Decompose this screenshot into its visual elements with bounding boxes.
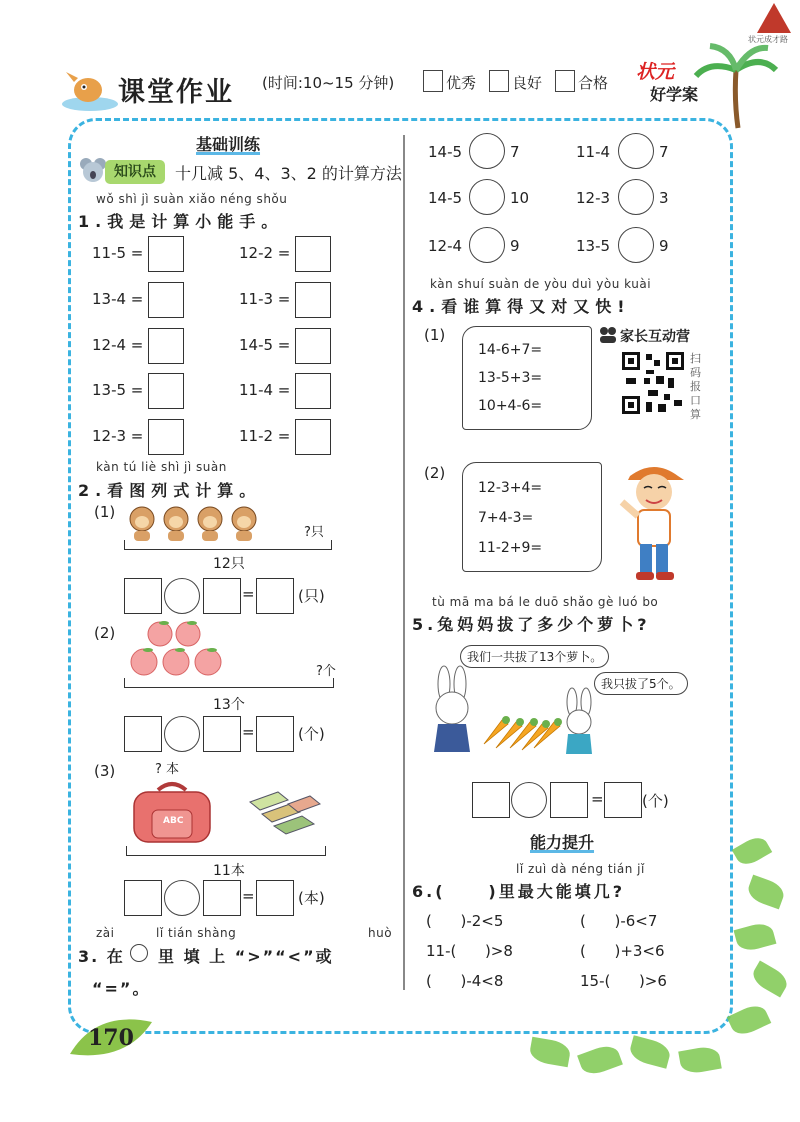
- q1-equation: 13-5 =: [92, 381, 144, 399]
- scan-hint: 扫码报口算: [690, 352, 701, 421]
- q2-answer-box[interactable]: [203, 578, 241, 614]
- column-divider: [403, 135, 405, 990]
- equals-sign: =: [242, 887, 255, 905]
- q2-total-label: 12只: [213, 556, 245, 572]
- q5-answer-box[interactable]: [604, 782, 642, 818]
- publisher-logo-icon: [757, 3, 791, 33]
- brand-name: 状元: [636, 61, 675, 83]
- compare-left: 14-5: [428, 189, 463, 207]
- compare-right: 7: [659, 143, 669, 161]
- q1-title: 1.我是计算小能手。: [78, 212, 284, 231]
- rating-label-excellent: 优秀: [446, 74, 477, 92]
- compare-circle[interactable]: [469, 179, 505, 215]
- q4-title: 4.看谁算得又对又快!: [412, 297, 631, 316]
- compare-circle[interactable]: [469, 227, 505, 263]
- q1-answer-box[interactable]: [295, 282, 331, 318]
- q2-unknown-label: ?只: [304, 525, 324, 540]
- q2-unknown-label: ? 本: [155, 762, 180, 777]
- q6-inequality[interactable]: ( )-4<8: [426, 972, 504, 990]
- peaches-illustration: [124, 618, 234, 680]
- page-number: 170: [88, 1025, 134, 1051]
- rating-checkbox-pass[interactable]: [555, 70, 575, 92]
- q2-brace: [126, 846, 326, 856]
- compare-right: 9: [510, 237, 520, 255]
- compare-left: 12-4: [428, 237, 463, 255]
- q5-title: 5.兔妈妈拔了多少个萝卜?: [412, 615, 651, 634]
- qr-code-icon[interactable]: [620, 350, 686, 416]
- q5-unit: (个): [642, 792, 669, 810]
- compare-right: 3: [659, 189, 669, 207]
- q4-expression: 11-2+9=: [478, 540, 543, 556]
- q2-brace: [124, 678, 334, 688]
- q2-answer-box[interactable]: [124, 880, 162, 916]
- q2-answer-box[interactable]: [256, 716, 294, 752]
- leaf-decoration-icon: [734, 920, 777, 953]
- rating-checkbox-excellent[interactable]: [423, 70, 443, 92]
- compare-circle[interactable]: [618, 133, 654, 169]
- q2-answer-box[interactable]: [203, 880, 241, 916]
- rabbits-carrots-illustration: [422, 664, 612, 758]
- q2-brace: [124, 540, 332, 550]
- q1-pinyin: wǒ shì jì suàn xiǎo néng shǒu: [96, 192, 288, 206]
- q6-inequality[interactable]: ( )-6<7: [580, 912, 658, 930]
- books-illustration: [244, 784, 324, 840]
- q1-answer-box[interactable]: [295, 328, 331, 364]
- q4-expression: 12-3+4=: [478, 480, 543, 496]
- q3-pinyin: huò: [368, 926, 393, 940]
- q5-operator-circle[interactable]: [511, 782, 547, 818]
- q1-equation: 11-2 =: [239, 427, 291, 445]
- q1-equation: 12-2 =: [239, 244, 291, 262]
- q1-answer-box[interactable]: [148, 236, 184, 272]
- q5-answer-box[interactable]: [472, 782, 510, 818]
- equals-sign: =: [242, 723, 255, 741]
- q2-unit: (本): [298, 889, 325, 907]
- q1-equation: 13-4 =: [92, 290, 144, 308]
- q1-answer-box[interactable]: [295, 419, 331, 455]
- q1-equation: 12-3 =: [92, 427, 144, 445]
- compare-left: 14-5: [428, 143, 463, 161]
- q2-answer-box[interactable]: [256, 880, 294, 916]
- q6-pinyin: lǐ zuì dà néng tián jǐ: [516, 862, 645, 876]
- compare-right: 7: [510, 143, 520, 161]
- leaf-decoration-icon: [528, 1037, 572, 1068]
- speech-bubble-mother: 我们一共拔了13个萝卜。: [460, 645, 609, 668]
- q4-part-label: (2): [424, 464, 446, 482]
- leaf-decoration-icon: [749, 960, 791, 997]
- leaf-decoration-icon: [727, 1001, 772, 1039]
- bag-label: ABC: [163, 816, 184, 826]
- koala-icon: [80, 156, 106, 186]
- rating-label-good: 良好: [512, 74, 543, 92]
- rating-checkbox-good[interactable]: [489, 70, 509, 92]
- boy-cartoon-illustration: [614, 458, 694, 586]
- q2-unit: (只): [298, 587, 325, 605]
- q2-part-label: (2): [94, 624, 116, 642]
- q4-expression: 10+4-6=: [478, 398, 543, 414]
- q2-part-label: (1): [94, 503, 116, 521]
- q1-answer-box[interactable]: [148, 419, 184, 455]
- q4-part-label: (1): [424, 326, 446, 344]
- q6-title: 6.( )里最大能填几?: [412, 882, 625, 901]
- compare-circle[interactable]: [469, 133, 505, 169]
- brand-subtitle: 好学案: [650, 85, 699, 104]
- q2-unknown-label: ?个: [316, 664, 336, 679]
- small-circle-icon: [130, 944, 148, 962]
- publisher-logo-text: 状元成才路: [748, 35, 788, 44]
- q1-answer-box[interactable]: [148, 282, 184, 318]
- knowledge-point-badge: 知识点: [105, 160, 165, 184]
- q6-inequality[interactable]: 11-( )>8: [426, 942, 513, 960]
- q1-equation: 11-3 =: [239, 290, 291, 308]
- q4-expression: 7+4-3=: [478, 510, 534, 526]
- compare-circle[interactable]: [618, 227, 654, 263]
- compare-left: 12-3: [576, 189, 611, 207]
- q1-equation: 11-5 =: [92, 244, 144, 262]
- q6-inequality[interactable]: 15-( )>6: [580, 972, 667, 990]
- monkeys-illustration: [124, 503, 264, 543]
- q2-answer-box[interactable]: [256, 578, 294, 614]
- q3-title: 里 填 上 “>”“<”或: [158, 947, 334, 966]
- compare-circle[interactable]: [618, 179, 654, 215]
- q4-expression: 14-6+7=: [478, 342, 543, 358]
- section-title-advanced: 能力提升: [530, 833, 595, 852]
- leaf-decoration-icon: [577, 1042, 623, 1078]
- leaf-decoration-icon: [628, 1035, 673, 1069]
- parent-interaction-label: 家长互动营: [620, 329, 690, 345]
- rating-label-pass: 合格: [578, 74, 609, 92]
- parent-icon: [598, 326, 618, 344]
- q1-answer-box[interactable]: [295, 373, 331, 409]
- q1-equation: 14-5 =: [239, 336, 291, 354]
- q3-title: “=”。: [92, 979, 151, 998]
- leaf-decoration-icon: [732, 833, 772, 869]
- q6-inequality[interactable]: ( )-2<5: [426, 912, 504, 930]
- section-title-basic: 基础训练: [196, 135, 261, 154]
- q2-pinyin: kàn tú liè shì jì suàn: [96, 460, 227, 474]
- q2-answer-box[interactable]: [203, 716, 241, 752]
- q2-title: 2.看图列式计算。: [78, 481, 262, 500]
- compare-left: 13-5: [576, 237, 611, 255]
- leaf-decoration-icon: [745, 875, 787, 910]
- q2-answer-box[interactable]: [124, 578, 162, 614]
- speech-bubble-child: 我只拔了5个。: [594, 672, 688, 695]
- q3-pinyin: lǐ tián shàng: [156, 926, 237, 940]
- q4-pinyin: kàn shuí suàn de yòu duì yòu kuài: [430, 277, 652, 291]
- q1-answer-box[interactable]: [295, 236, 331, 272]
- q2-operator-circle[interactable]: [164, 716, 200, 752]
- q2-answer-box[interactable]: [124, 716, 162, 752]
- q1-equation: 11-4 =: [239, 381, 291, 399]
- q3-title: 3. 在: [78, 947, 125, 966]
- leaf-decoration-icon: [678, 1045, 722, 1076]
- q5-answer-box[interactable]: [550, 782, 588, 818]
- q1-equation: 12-4 =: [92, 336, 144, 354]
- q4-expression: 13-5+3=: [478, 370, 543, 386]
- equals-sign: =: [591, 790, 604, 808]
- compare-left: 11-4: [576, 143, 611, 161]
- q2-total-label: 13个: [213, 697, 245, 713]
- q3-pinyin: zài: [96, 926, 115, 940]
- q2-operator-circle[interactable]: [164, 578, 200, 614]
- q1-answer-box[interactable]: [148, 373, 184, 409]
- palm-tree-icon: [690, 40, 780, 130]
- compare-right: 10: [510, 189, 530, 207]
- q5-pinyin: tù mā ma bá le duō shǎo gè luó bo: [432, 595, 659, 609]
- q2-operator-circle[interactable]: [164, 880, 200, 916]
- header-mascot-icon: [60, 68, 118, 114]
- schoolbag-illustration: [128, 780, 216, 846]
- q6-inequality[interactable]: ( )+3<6: [580, 942, 665, 960]
- time-limit: (时间:10~15 分钟): [262, 74, 395, 92]
- q2-unit: (个): [298, 725, 325, 743]
- q2-total-label: 11本: [213, 863, 245, 879]
- compare-right: 9: [659, 237, 669, 255]
- q1-answer-box[interactable]: [148, 328, 184, 364]
- page-title: 课堂作业: [118, 77, 234, 108]
- equals-sign: =: [242, 585, 255, 603]
- knowledge-point-text: 十几减 5、4、3、2 的计算方法: [175, 164, 402, 183]
- q2-part-label: (3): [94, 762, 116, 780]
